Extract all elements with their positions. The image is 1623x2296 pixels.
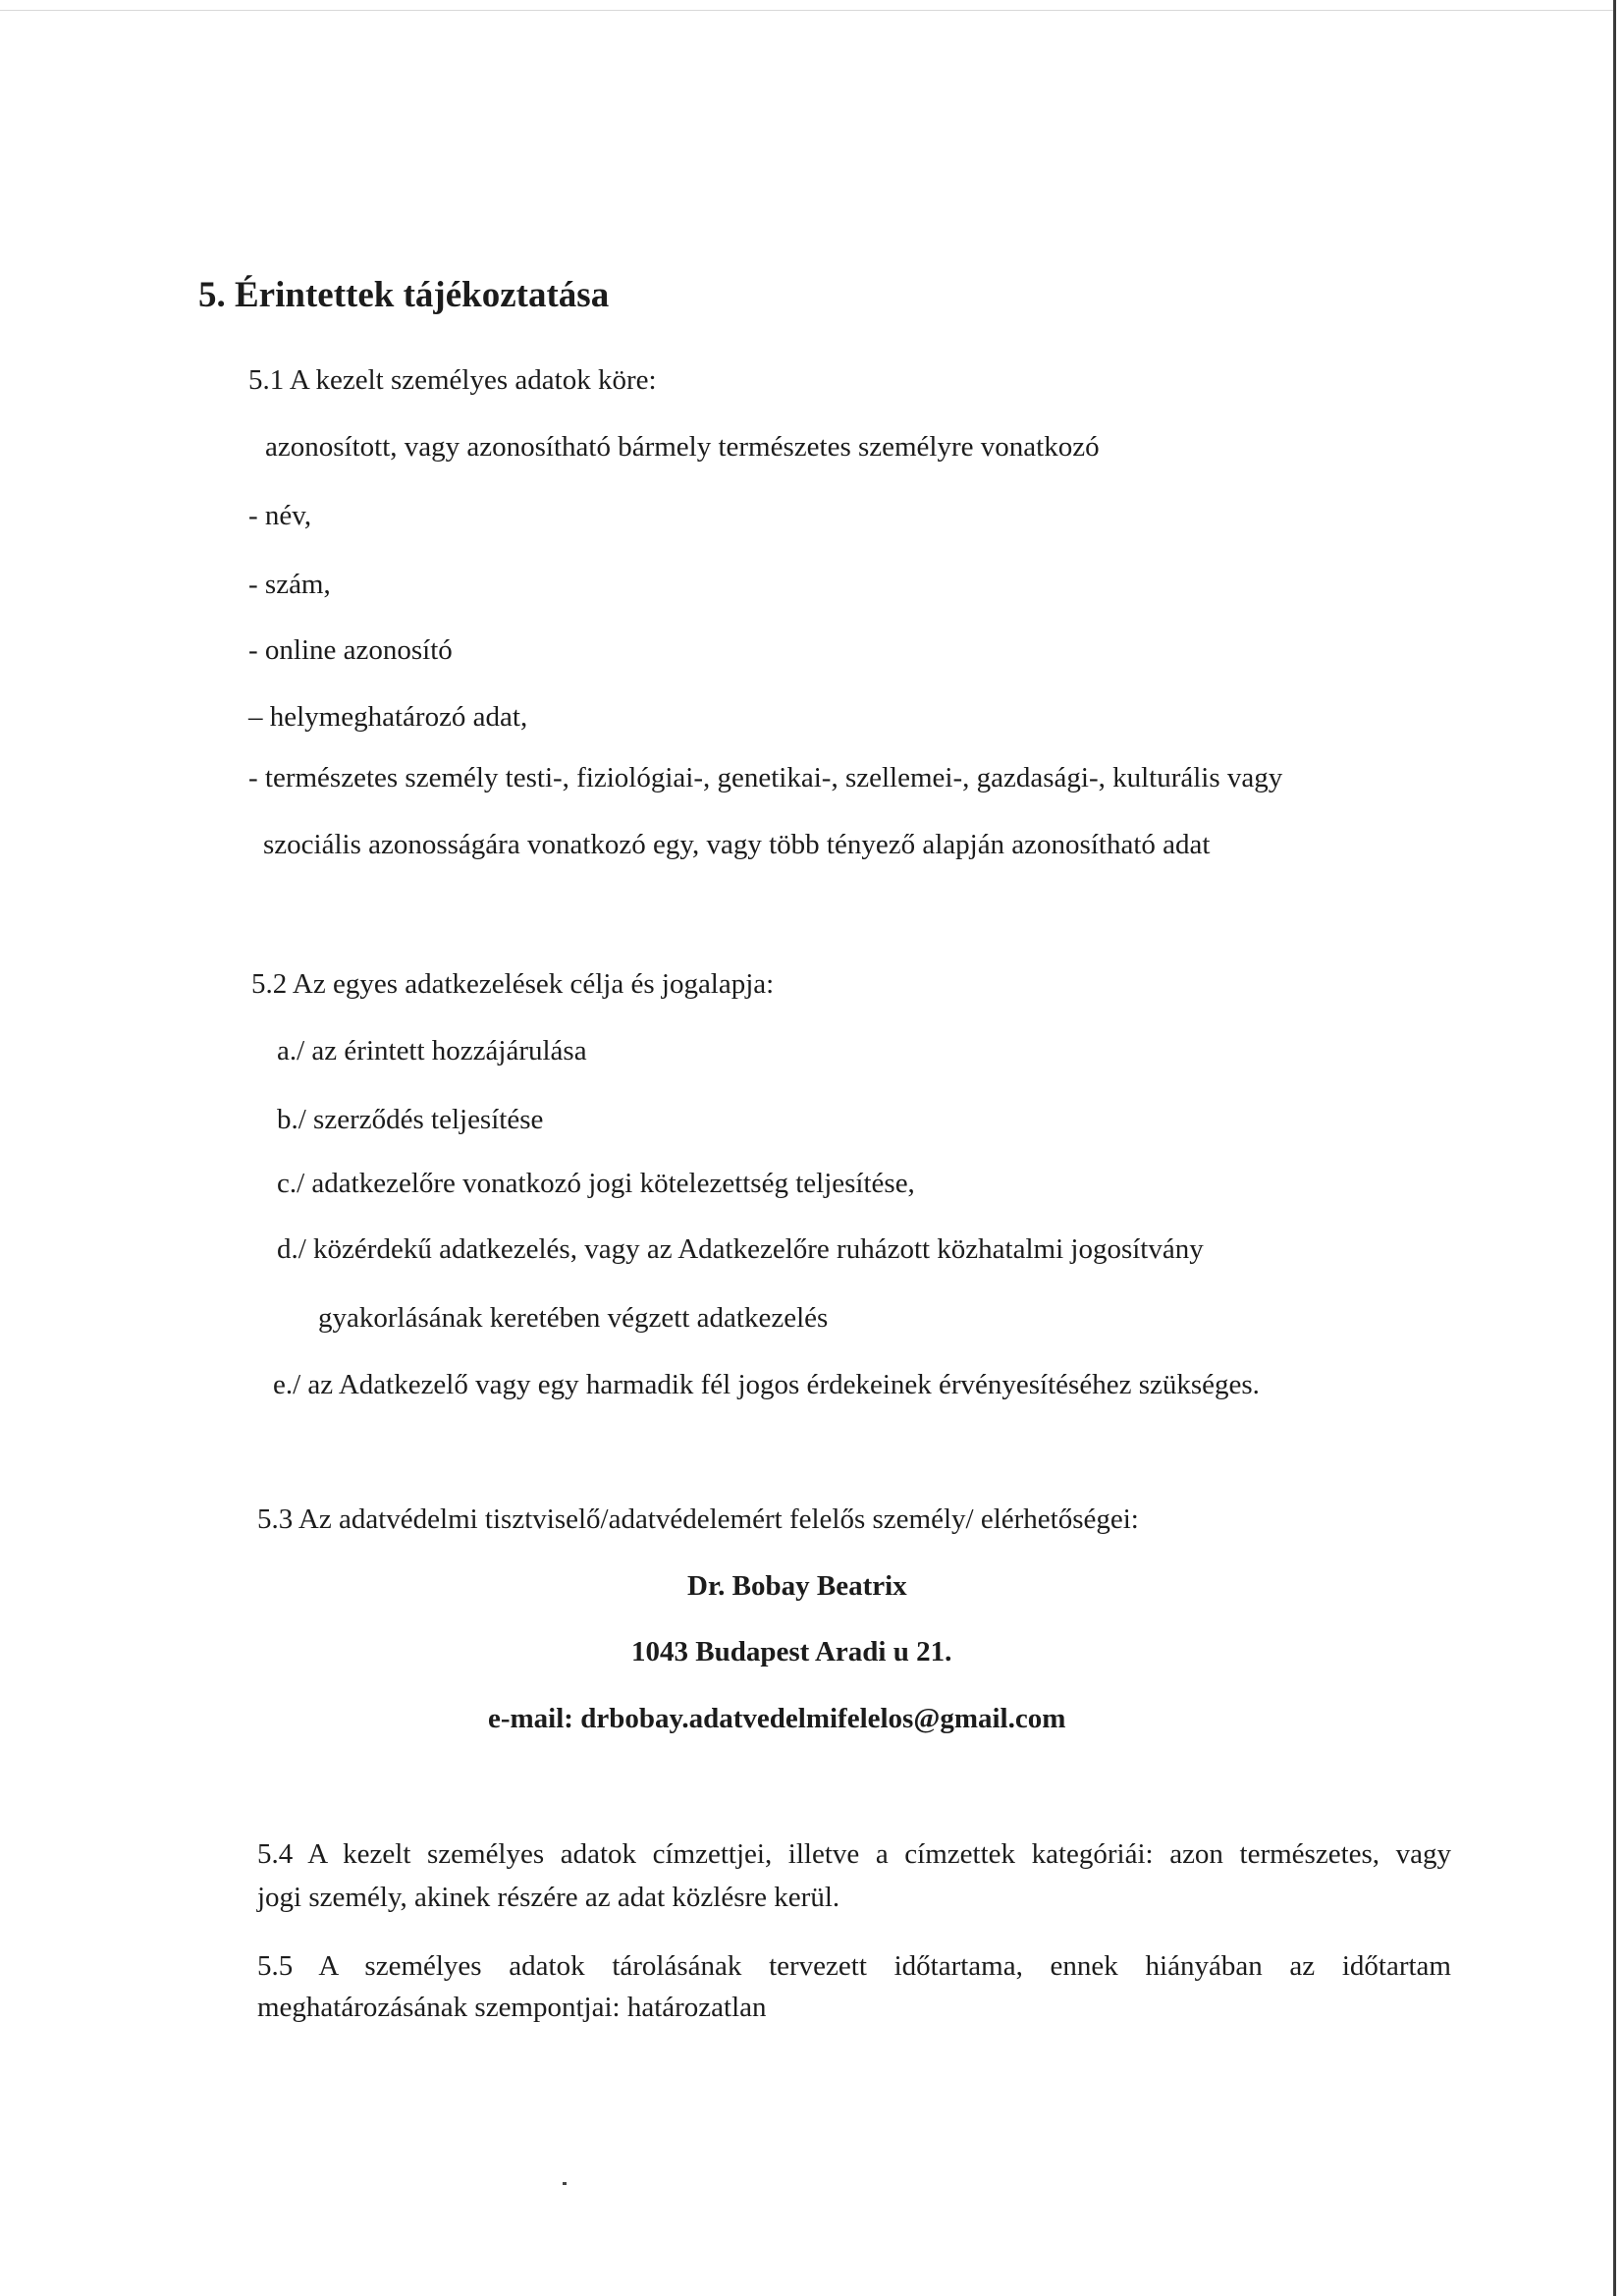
s51-item-location: – helymeghatározó adat, [248, 701, 528, 733]
s53-contact-name: Dr. Bobay Beatrix [687, 1570, 907, 1602]
s52-item-a: a./ az érintett hozzájárulása [277, 1035, 587, 1066]
s52-item-c: c./ adatkezelőre vonatkozó jogi kötelezettség teljesítése, [277, 1168, 915, 1199]
s53-heading: 5.3 Az adatvédelmi tisztviselő/adatvédelemért felelős személy/ elérhetőségei: [257, 1503, 1139, 1535]
s52-item-d-continuation: gyakorlásának keretében végzett adatkezelés [318, 1302, 829, 1334]
section-title: 5. Érintettek tájékoztatása [198, 275, 610, 315]
s55-line-1: 5.5 A személyes adatok tárolásának tervezett időtartama, ennek hiányában az időtartam [257, 1950, 1451, 1982]
s51-item-number: - szám, [248, 569, 331, 600]
s55-line-2: meghatározásának szempontjai: határozatlan [257, 1992, 767, 2023]
s53-contact-email: e-mail: drbobay.adatvedelmifelelos@gmail.com [488, 1703, 1066, 1734]
s52-item-d: d./ közérdekű adatkezelés, vagy az Adatkezelőre ruházott közhatalmi jogosítvány [277, 1233, 1204, 1265]
s54-line-1: 5.4 A kezelt személyes adatok címzettjei, illetve a címzettek kategóriái: azon természetes, vagy [257, 1838, 1451, 1870]
s52-item-e: e./ az Adatkezelő vagy egy harmadik fél jogos érdekeinek érvényesítéséhez szükséges. [273, 1369, 1260, 1400]
s51-item-attributes: - természetes személy testi-, fiziológiai-, genetikai-, szellemei-, gazdasági-, kulturális vagy [248, 762, 1283, 793]
s51-intro: azonosított, vagy azonosítható bármely természetes személyre vonatkozó [265, 431, 1100, 463]
s53-contact-address: 1043 Budapest Aradi u 21. [631, 1636, 952, 1667]
scan-right-edge [1613, 0, 1616, 2296]
s54-line-2: jogi személy, akinek részére az adat közlésre kerül. [257, 1882, 840, 1913]
s51-item-name: - név, [248, 500, 312, 531]
scan-speck [563, 2182, 567, 2185]
s51-item-online-id: - online azonosító [248, 634, 453, 666]
scan-top-edge [0, 10, 1615, 11]
s52-item-b: b./ szerződés teljesítése [277, 1104, 544, 1135]
s51-heading: 5.1 A kezelt személyes adatok köre: [248, 364, 657, 396]
s52-heading: 5.2 Az egyes adatkezelések célja és jogalapja: [251, 968, 775, 1000]
s51-continuation: szociális azonosságára vonatkozó egy, vagy több tényező alapján azonosítható adat [263, 829, 1211, 860]
